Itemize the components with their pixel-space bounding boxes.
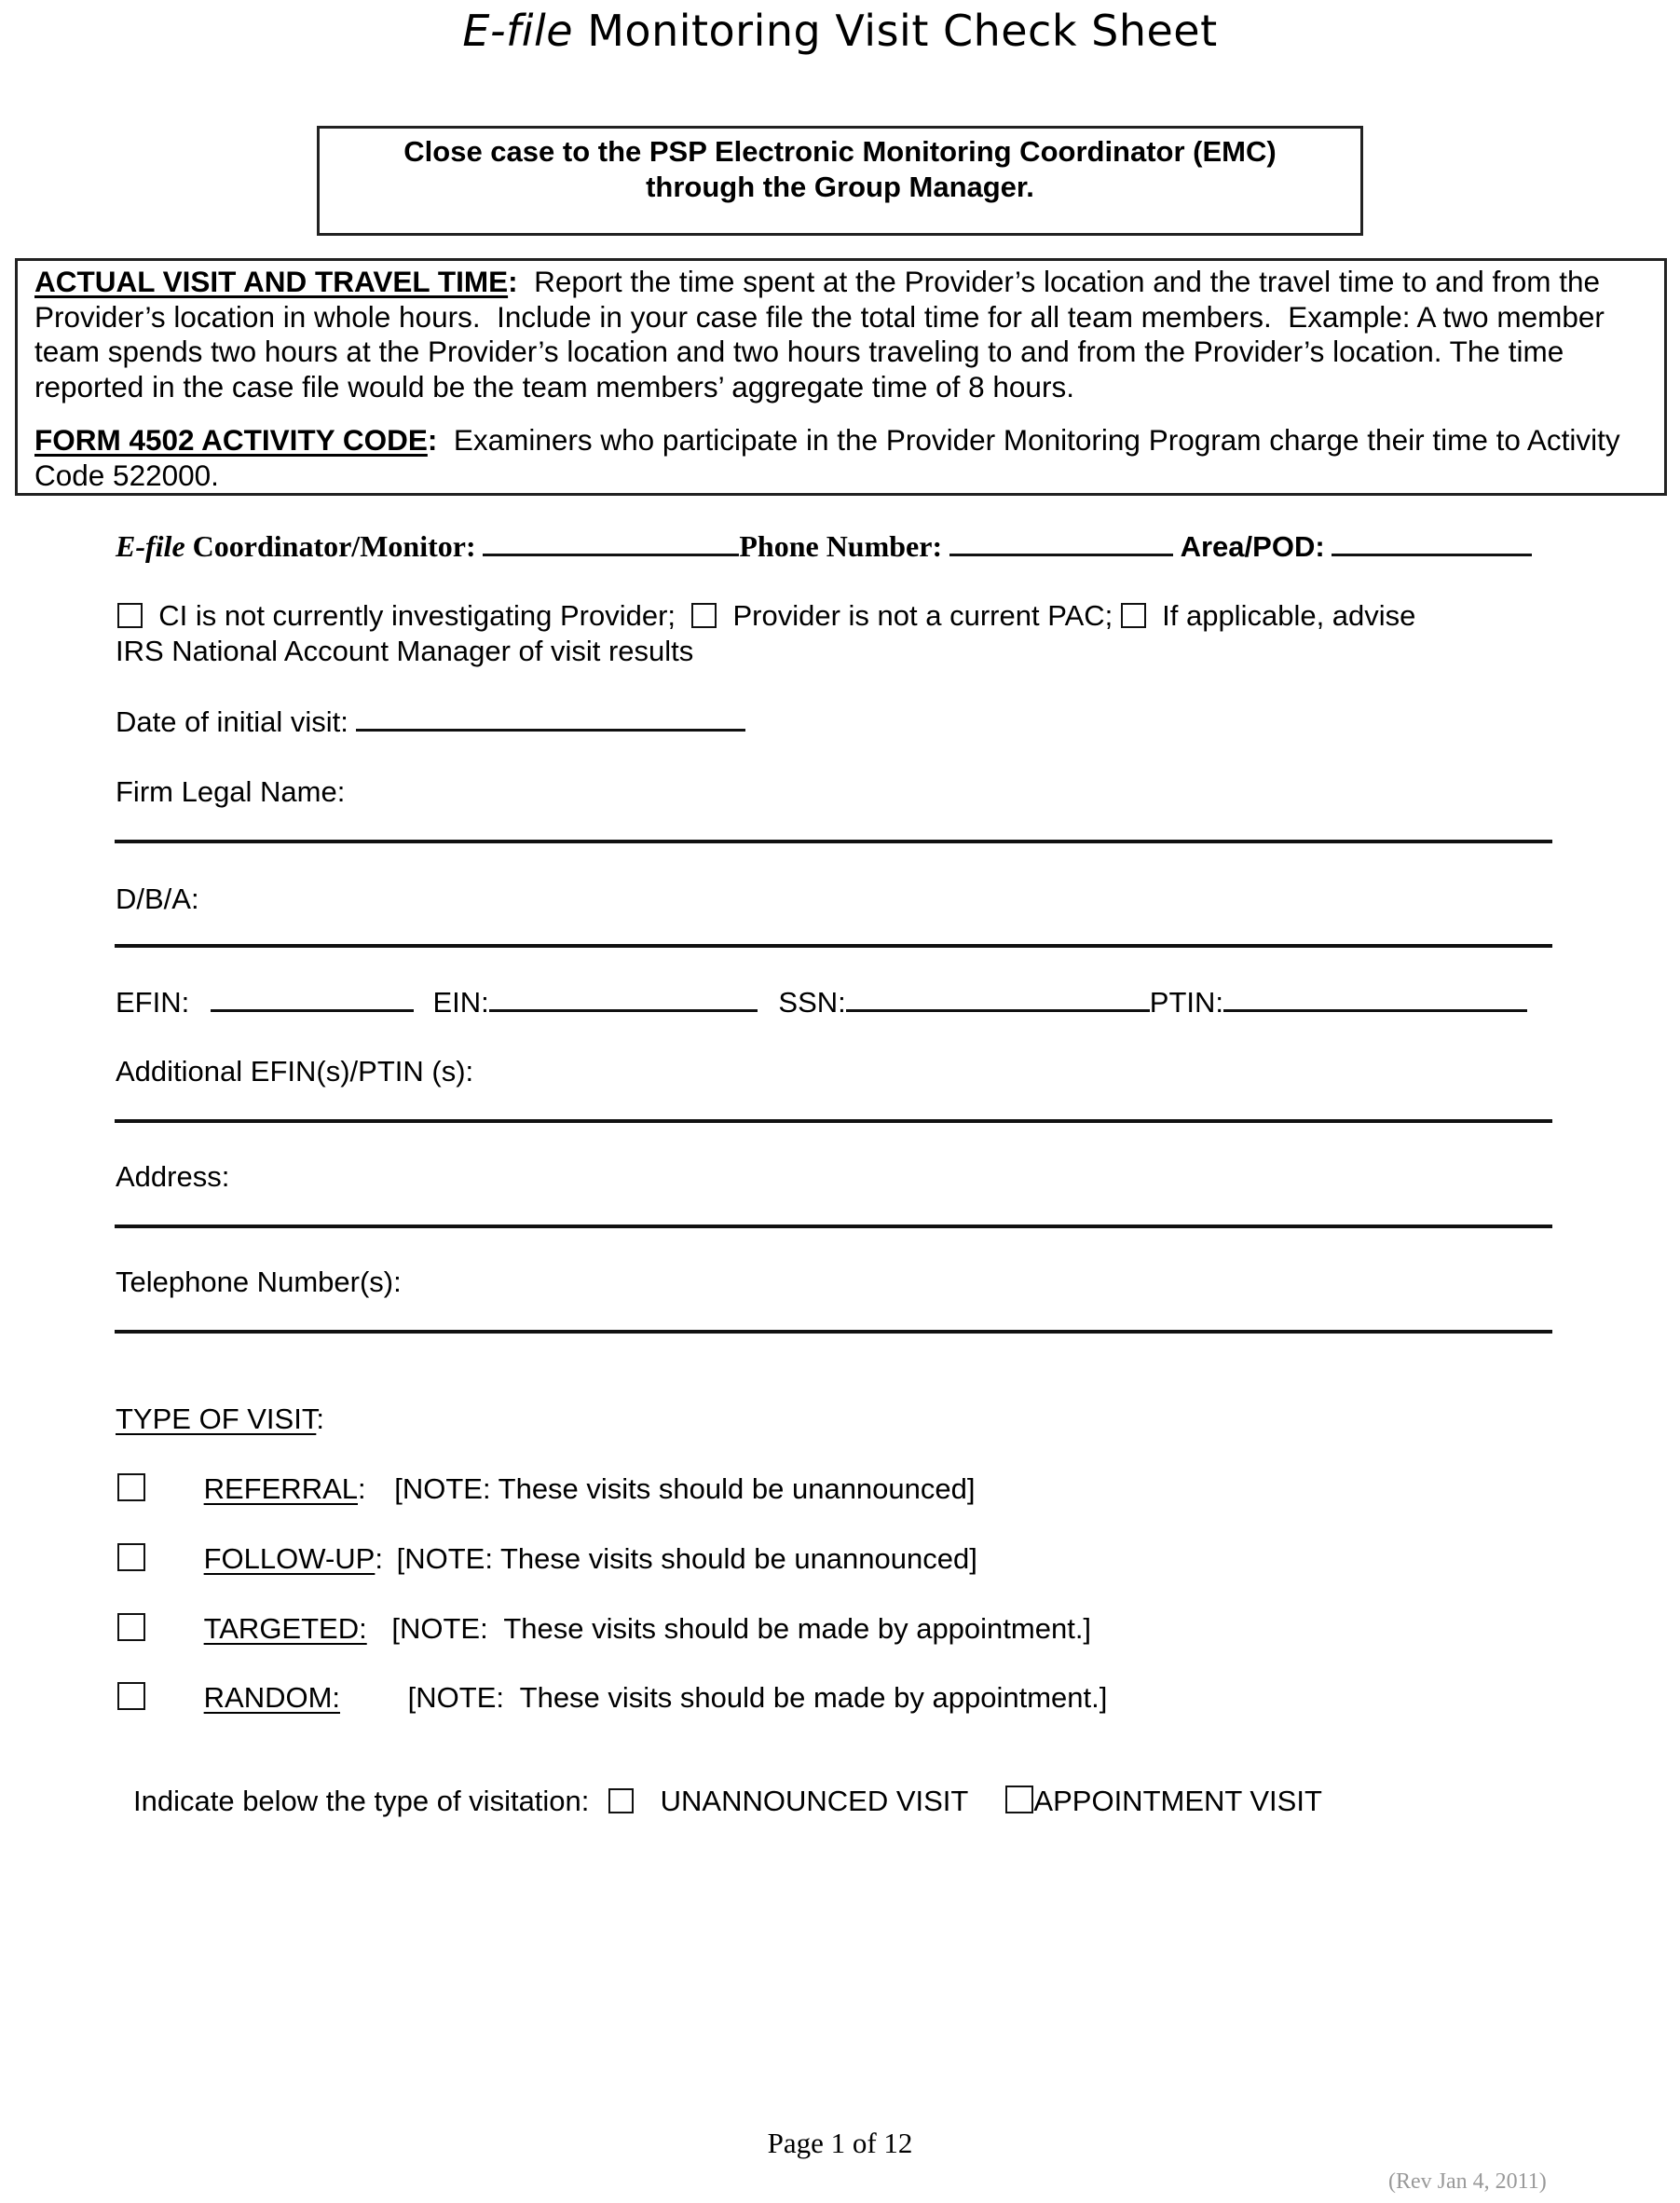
- visitation-row: [133, 1785, 1322, 1818]
- ptin-label: PTIN:: [1149, 986, 1223, 1019]
- coordinator-label: Coordinator/Monitor:: [184, 529, 476, 563]
- coordinator-row: [116, 529, 1532, 564]
- ssn-field[interactable]: [846, 987, 1150, 1012]
- coordinator-italic: E-file: [116, 529, 185, 563]
- appointment-visit-label: APPOINTMENT VISIT: [1033, 1785, 1322, 1817]
- ein-field[interactable]: [489, 987, 758, 1012]
- title-text: Monitoring Visit Check Sheet: [573, 6, 1218, 56]
- close-case-notice: [317, 126, 1363, 236]
- random-note: [NOTE: These visits should be made by appointment.]: [407, 1681, 1108, 1714]
- firm-legal-name-label: Firm Legal Name:: [116, 775, 346, 808]
- dba-label: D/B/A:: [116, 883, 199, 915]
- not-current-pac-checkbox[interactable]: [691, 603, 717, 628]
- revision-date: (Rev Jan 4, 2011): [1388, 2169, 1547, 2194]
- visit-type-random: [117, 1681, 1107, 1715]
- ein-label: EIN:: [432, 986, 489, 1019]
- ptin-field[interactable]: [1223, 987, 1527, 1012]
- advise-nam-checkbox[interactable]: [1121, 603, 1146, 628]
- dba-field[interactable]: [115, 944, 1552, 948]
- random-label: RANDOM:: [203, 1681, 341, 1714]
- targeted-label: TARGETED:: [203, 1612, 367, 1645]
- additional-efin-ptin-label: Additional EFIN(s)/PTIN (s):: [116, 1055, 474, 1088]
- close-case-line2: through the Group Manager.: [646, 171, 1034, 203]
- initial-visit-field[interactable]: [356, 706, 745, 732]
- appointment-visit-checkbox[interactable]: [1005, 1786, 1033, 1813]
- unannounced-visit-checkbox[interactable]: [608, 1788, 634, 1813]
- activity-code-heading: FORM 4502 ACTIVITY CODE: [34, 423, 428, 457]
- follow-up-note: [NOTE: These visits should be unannounced]: [396, 1542, 977, 1575]
- activity-code-paragraph: FORM 4502 ACTIVITY CODE: Examiners who participate in the Provider Monitoring Program charge their time to Activity Code 522000.: [34, 423, 1629, 492]
- area-pod-label: Area/POD:: [1180, 530, 1325, 563]
- travel-time-heading: ACTUAL VISIT AND TRAVEL TIME: [34, 265, 509, 298]
- coordinator-field[interactable]: [483, 531, 739, 556]
- initial-visit-label: Date of initial visit:: [116, 705, 348, 738]
- confirmations-continuation: IRS National Account Manager of visit results: [116, 635, 694, 667]
- address-field[interactable]: [115, 1225, 1552, 1228]
- not-current-pac-label: Provider is not a current PAC;: [732, 599, 1113, 632]
- close-case-line1: Close case to the PSP Electronic Monitoring Coordinator (EMC): [403, 135, 1277, 168]
- page-number: Page 1 of 12: [767, 2127, 913, 2159]
- follow-up-checkbox[interactable]: [117, 1543, 145, 1571]
- referral-note: [NOTE: These visits should be unannounced]: [394, 1472, 976, 1505]
- advise-nam-label: If applicable, advise: [1162, 599, 1416, 632]
- travel-time-text: Report the time spent at the Provider’s location and the travel time to and from the Provider’s location in whole hours. Include in your case file the total time for all team members. Example: A two member team spends two hours at the Provider’s location and two hours traveling to and from the Provider’s location. The time reported in the case file would be the team members’ aggregate time of 8 hours.: [34, 265, 1613, 404]
- unannounced-visit-label: UNANNOUNCED VISIT: [660, 1785, 968, 1817]
- telephone-label: Telephone Number(s):: [116, 1266, 402, 1298]
- telephone-field[interactable]: [115, 1330, 1552, 1334]
- follow-up-label: FOLLOW-UP: [203, 1542, 376, 1575]
- confirmations-row: [117, 599, 1415, 633]
- visit-type-referral: REFERRAL: [NOTE: These visits should be unannounced]: [117, 1472, 976, 1506]
- visit-type-follow-up: FOLLOW-UP: [NOTE: These visits should be unannounced]: [117, 1542, 977, 1576]
- phone-label: Phone Number:: [739, 529, 943, 563]
- ssn-label: SSN:: [778, 986, 846, 1019]
- phone-field[interactable]: [949, 531, 1173, 556]
- type-of-visit-heading: TYPE OF VISIT:: [116, 1403, 324, 1435]
- referral-label: REFERRAL: [203, 1472, 358, 1505]
- visit-type-targeted: [117, 1612, 1091, 1646]
- title-efile: E-file: [462, 6, 574, 56]
- targeted-note: [NOTE: These visits should be made by appointment.]: [391, 1612, 1092, 1645]
- efin-label: EFIN:: [116, 986, 190, 1019]
- identifiers-row: [116, 986, 1527, 1019]
- firm-legal-name-field[interactable]: [115, 840, 1552, 843]
- area-pod-field[interactable]: [1332, 531, 1532, 556]
- efin-field[interactable]: [211, 987, 414, 1012]
- address-label: Address:: [116, 1160, 230, 1193]
- instructions-box: [15, 258, 1667, 496]
- travel-time-paragraph: ACTUAL VISIT AND TRAVEL TIME: Report the time spent at the Provider’s location and the travel time to and from the Provider’s location in whole hours. Include in your case file the total time for all team members. Example: A two member team spends two hours at the Provider’s location and two hours traveling to and from the Provider’s location. The time reported in the case file would be the team members’ aggregate time of 8 hours.: [34, 265, 1613, 404]
- page-title: [0, 6, 1680, 56]
- random-checkbox[interactable]: [117, 1682, 145, 1710]
- visitation-label: Indicate below the type of visitation:: [133, 1785, 590, 1817]
- additional-efin-ptin-field[interactable]: [115, 1119, 1552, 1123]
- targeted-checkbox[interactable]: [117, 1613, 145, 1641]
- initial-visit-row: [116, 705, 745, 739]
- ci-not-investigating-label: CI is not currently investigating Provider;: [158, 599, 676, 632]
- referral-checkbox[interactable]: [117, 1473, 145, 1501]
- ci-not-investigating-checkbox[interactable]: [117, 603, 143, 628]
- activity-code-text: Examiners who participate in the Provider Monitoring Program charge their time to Activity Code 522000.: [34, 423, 1629, 492]
